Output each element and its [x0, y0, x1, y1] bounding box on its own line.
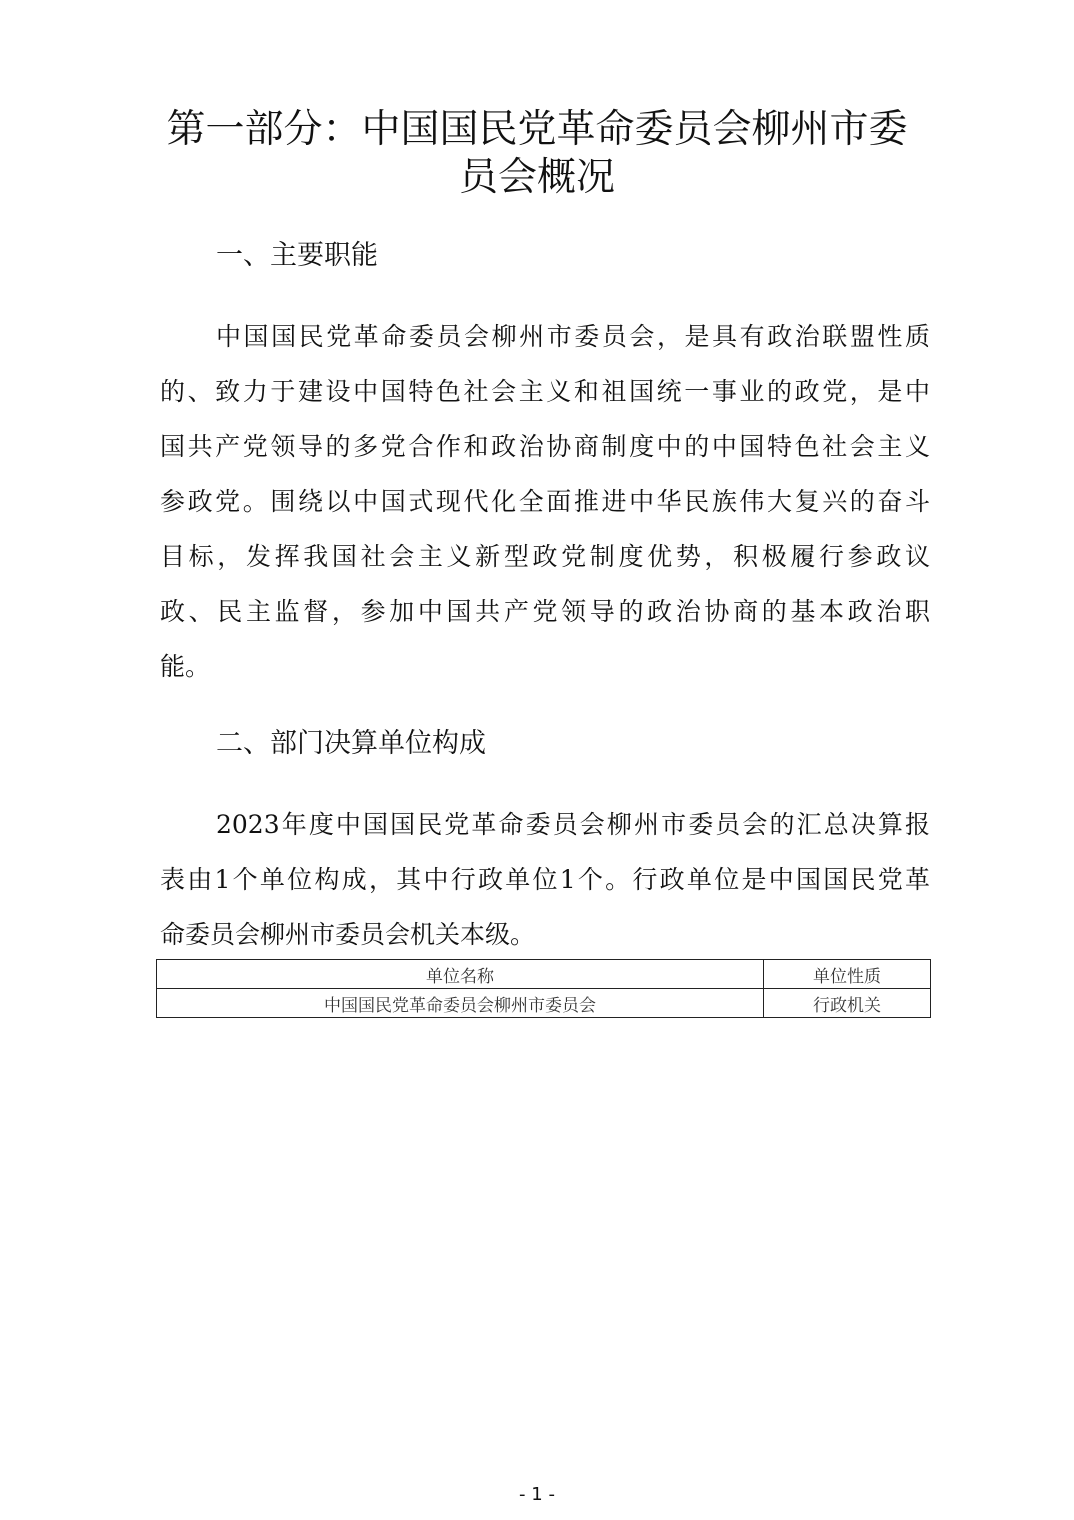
page-title-line-1: 第一部分：中国国民党革命委员会柳州市委: [166, 107, 908, 152]
section-heading-main-functions: 一、主要职能: [216, 240, 378, 271]
paragraph-line: 目标，发挥我国社会主义新型政党制度优势，积极履行参政议: [160, 542, 930, 571]
table-header-row: [157, 960, 931, 989]
paragraph-line: 表由1个单位构成，其中行政单位1个。行政单位是中国国民党革: [160, 865, 930, 894]
paragraph-line: 2023年度中国国民党革命委员会柳州市委员会的汇总决算报: [216, 810, 930, 839]
section-heading-unit-composition: 二、部门决算单位构成: [216, 728, 486, 759]
column-header-unit-name: 单位名称: [157, 960, 764, 989]
paragraph-line: 参政党。围绕以中国式现代化全面推进中华民族伟大复兴的奋斗: [160, 487, 930, 516]
paragraph-line: 中国国民党革命委员会柳州市委员会，是具有政治联盟性质: [216, 322, 930, 351]
page-number: - 1 -: [519, 1484, 555, 1505]
page-title: [140, 106, 934, 202]
unit-composition-paragraph: [160, 797, 930, 962]
paragraph-line: 国共产党领导的多党合作和政治协商制度中的中国特色社会主义: [160, 432, 930, 461]
main-functions-paragraph: [160, 309, 930, 694]
table-cell-unit-type: 行政机关: [764, 989, 931, 1018]
table-cell-unit-name: 中国国民党革命委员会柳州市委员会: [157, 989, 764, 1018]
table-row: [157, 989, 931, 1018]
paragraph-line: 命委员会柳州市委员会机关本级。: [160, 920, 536, 949]
paragraph-line: 的、致力于建设中国特色社会主义和祖国统一事业的政党，是中: [160, 377, 930, 406]
unit-table: [156, 959, 931, 1018]
paragraph-line: 政、民主监督，参加中国共产党领导的政治协商的基本政治职: [160, 597, 930, 626]
column-header-unit-type: 单位性质: [764, 960, 931, 989]
page-title-line-2: 员会概况: [458, 155, 615, 200]
paragraph-line: 能。: [160, 652, 211, 681]
